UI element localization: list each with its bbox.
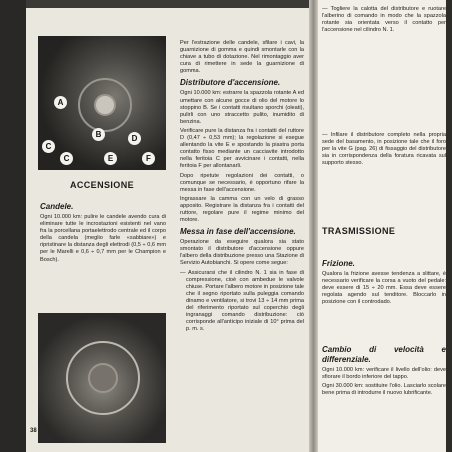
distributore-p1: Ogni 10.000 km: estrarre la spazzola rotante A ed umettare con alcune gocce di olio del motore lo stoppino B. Se i contatti risultano sporchi (oleati), pulirli con uno straccetto pulito, inumidito di benzina.: [180, 90, 304, 125]
fase-bullet: — Assicurarsi che il cilindro N. 1 sia in fase di compressione, cioè con ambedue le valvole chiuse. Portare l'albero motore in posizione tale che il segno riportato sulla puleggia comando dinamo e ventilatore, si trovi 13 ÷ 14 mm prima del riferimento riportato sul coperchio degli ingranaggi comando distribuzione: ciò corrisponde all'anticipo iniziale di 10° prima del p. m. s.: [180, 269, 304, 333]
figure-heading: ACCENSIONE: [69, 180, 134, 190]
callout-c1: C: [42, 140, 55, 153]
backdrop-left: [0, 0, 26, 452]
right-step-1: — Togliere la calotta del distributore e ruotare l'alberino di comando in modo che la spazzola rotante sia orientata verso il contatto per l'accensione nel cilindro N. 1.: [322, 6, 446, 34]
distributore-p2: Verificare pure la distanza fra i contatti del ruttore D (0,47 ÷ 0,53 mm); la regolazione si esegue allentando la vite E e spostando la piastra porta contatto fisso mediante un cacciavite introdotto nella feritoia C per avvicinare i contatti, nella feritoia F per allontanarli.: [180, 127, 304, 170]
frizione-section: [322, 256, 446, 308]
page-number: 38: [30, 428, 37, 434]
candele-removal-text: Per l'estrazione delle candele, sfilare i cavi, la guarnizione di gomma e quindi smontarle con la chiave a tubo di dotazione. Nel rimontaggio aver cura di rimettere in sede la guarnizione di gomma.: [180, 40, 304, 75]
frizione-text: Qualora la frizione avesse tendenza a slittare, è necessario verificare la corsa a vuoto del pedale: deve essere di 15 ÷ 20 mm. Essa deve essere regolata agendo sul tenditore. Bloccarlo in posizione con il controdado.: [322, 271, 446, 306]
frizione-title: Frizione.: [322, 259, 355, 268]
distributore-p4: Ingrassare la camma con un velo di grasso apposito. Registrare la distanza fra i contatti del ruttore, regolare pure il regime minimo del motore.: [180, 195, 304, 224]
fase-p1: Operazione da eseguire qualora sia stato smontato il distributore d'accensione oppure l'albero della distribuzione presso una Stazione di Servizio Autobianchi. Si opere come segue:: [180, 239, 304, 267]
left-text-column: [180, 40, 304, 335]
callout-d: D: [128, 132, 141, 145]
cambio-section: [322, 342, 446, 399]
rotor-disc: [94, 94, 116, 116]
book-gutter: [309, 0, 318, 452]
right-step-2: — Infilare il distributore completo nella propria sede del basamento, in posizione tale che il foro per la vite G (pag. 26) di fissaggio del distributore sia in corrispondenza della foratura ricavata sul supporto stesso.: [322, 132, 446, 167]
candele-title: Candele.: [40, 202, 74, 211]
callout-e: E: [104, 152, 117, 165]
candele-text: Ogni 10.000 km: pulire le candele avendo cura di eliminare tutte le incrostazioni esistenti nel vano fra la porcellana portaelettrodo centrale ed il corpo della candela (meglio farle «sabbiare») e ripristinare la distanza degli elettrodi (0,5 ÷ 0,6 mm per le Marelli e 0,6 ÷ 0,7 mm per le Champion e Bosch).: [40, 214, 166, 263]
cambio-p1: Ogni 10.000 km: verificare il livello dell'olio: deve sfiorare il bordo inferiore del tappo.: [322, 367, 446, 381]
trasmissione-heading: TRASMISSIONE: [322, 226, 396, 236]
distributor-photo: [38, 36, 166, 170]
candele-section: [40, 199, 166, 266]
distributore-title: Distributore d'accensione.: [180, 78, 281, 88]
distributore-p3: Dopo ripetute regolazioni dei contatti, o comunque se necessario, è opportuno rifare la messa in fase dell'accensione.: [180, 172, 304, 193]
callout-c2: C: [60, 152, 73, 165]
cambio-p2: Ogni 30.000 km: sostituire l'olio. Lasciarlo scolare bene prima di introdurre il nuovo lubrificante.: [322, 383, 446, 397]
pulley-hub: [88, 363, 118, 393]
callout-b: B: [92, 128, 105, 141]
cambio-title: Cambio di velocità e differenziale.: [322, 345, 446, 364]
pulley-photo: [38, 313, 166, 443]
callout-a: A: [54, 96, 67, 109]
callout-f: F: [142, 152, 155, 165]
fase-title: Messa in fase dell'accensione.: [180, 227, 296, 237]
